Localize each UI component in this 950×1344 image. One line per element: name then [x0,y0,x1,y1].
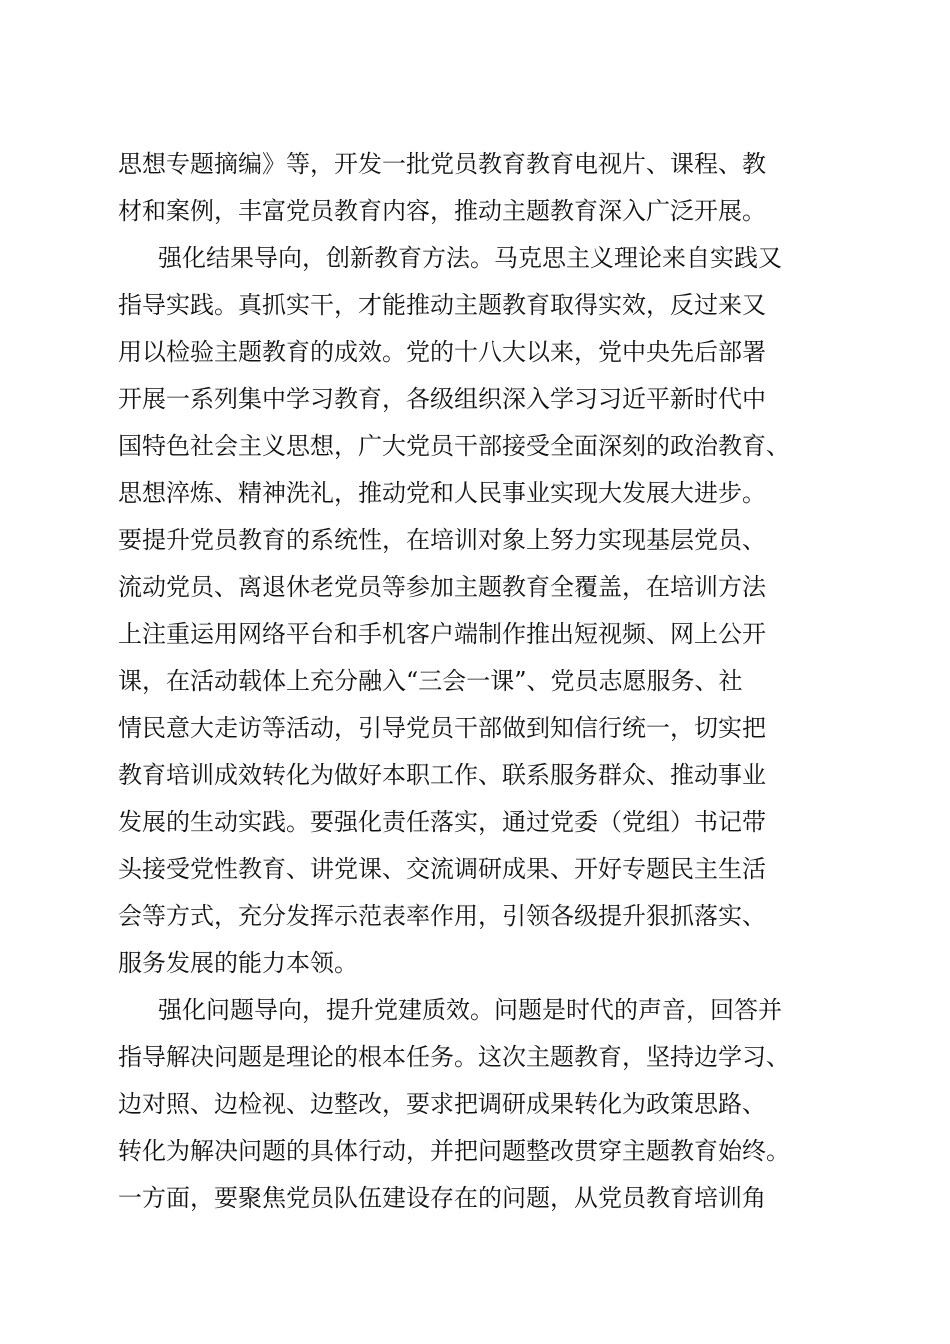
text-line: 会等方式，充分发挥示范表率作用，引领各级提升狠抓落实、 [118,902,766,930]
text-line: 要提升党员教育的系统性，在培训对象上努力实现基层党员、 [118,526,766,554]
paragraph-start-line: 强化问题导向，提升党建质效。问题是时代的声音，回答并 [158,996,782,1024]
text-line: 情民意大走访等活动，引导党员干部做到知信行统一，切实把 [118,714,766,742]
text-line: 边对照、边检视、边整改，要求把调研成果转化为政策思路、 [118,1090,766,1118]
text-line: 思想专题摘编》等，开发一批党员教育教育电视片、课程、教 [118,150,766,178]
text-line: 开展一系列集中学习教育，各级组织深入学习习近平新时代中 [118,385,766,413]
text-line: 流动党员、离退休老党员等参加主题教育全覆盖，在培训方法 [118,573,766,601]
text-line: 一方面，要聚焦党员队伍建设存在的问题，从党员教育培训角 [118,1184,766,1212]
text-line: 发展的生动实践。要强化责任落实，通过党委（党组）书记带 [118,808,766,836]
text-line: 指导实践。真抓实干，才能推动主题教育取得实效，反过来又 [118,291,766,319]
text-line: 上注重运用网络平台和手机客户端制作推出短视频、网上公开 [118,620,766,648]
text-line: 课，在活动载体上充分融入“三会一课”、党员志愿服务、社 [118,667,743,695]
text-line: 教育培训成效转化为做好本职工作、联系服务群众、推动事业 [118,761,766,789]
text-line: 国特色社会主义思想，广大党员干部接受全面深刻的政治教育、 [118,432,790,460]
text-line: 材和案例，丰富党员教育内容，推动主题教育深入广泛开展。 [118,197,766,225]
text-line: 思想淬炼、精神洗礼，推动党和人民事业实现大发展大进步。 [118,479,766,507]
text-line: 服务发展的能力本领。 [118,949,358,977]
text-line: 指导解决问题是理论的根本任务。这次主题教育，坚持边学习、 [118,1043,790,1071]
text-line: 用以检验主题教育的成效。党的十八大以来，党中央先后部署 [118,338,766,366]
text-line: 头接受党性教育、讲党课、交流调研成果、开好专题民主生活 [118,855,766,883]
paragraph-start-line: 强化结果导向，创新教育方法。马克思主义理论来自实践又 [158,244,782,272]
text-line: 转化为解决问题的具体行动，并把问题整改贯穿主题教育始终。 [118,1137,790,1165]
